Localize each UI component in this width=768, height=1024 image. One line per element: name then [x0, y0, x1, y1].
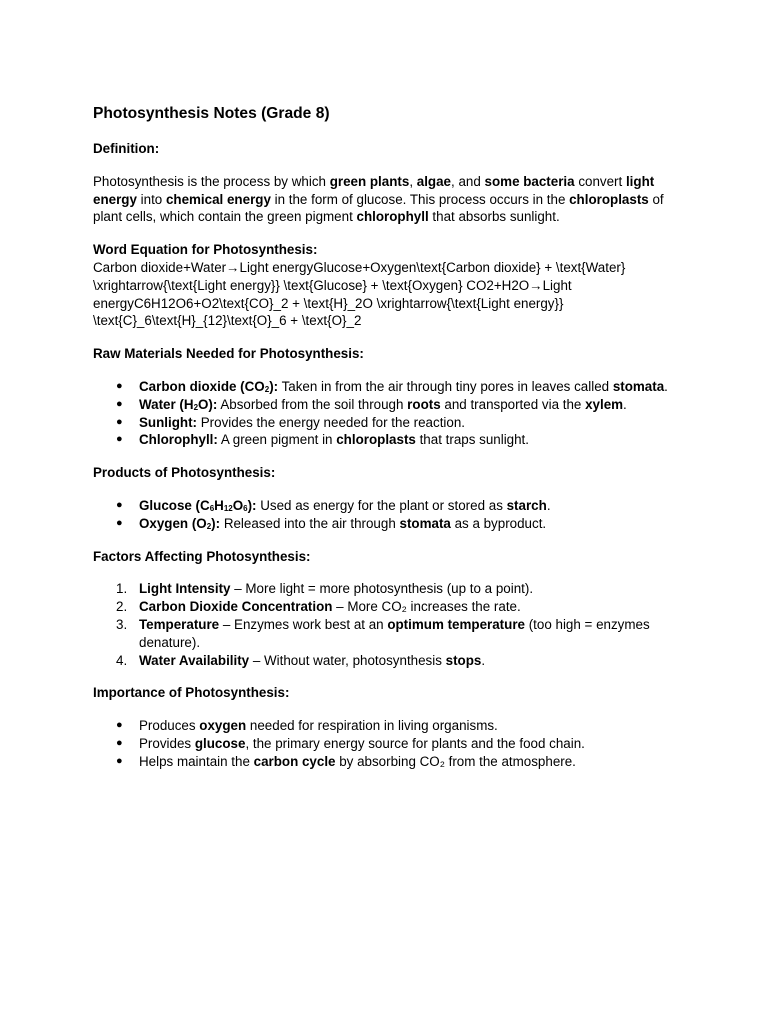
subscript: 12 — [223, 503, 233, 513]
text-run: in the form of glucose. This process occurs in the — [270, 191, 570, 207]
text-run: , and — [451, 173, 485, 189]
bold-run: O): — [198, 396, 218, 412]
text-run: of plant cells, which contain the green pigment — [93, 191, 664, 225]
text-run: . — [664, 378, 668, 394]
bold-run: oxygen — [199, 718, 247, 734]
text-run: Absorbed from the soil through — [217, 396, 408, 412]
list-item — [116, 497, 668, 515]
list-item — [116, 652, 668, 670]
text-run: Photosynthesis is the process by which — [93, 173, 330, 189]
bold-run: light energy — [93, 173, 655, 207]
bold-run: Chlorophyll: — [139, 432, 218, 448]
bullet-icon: ● — [116, 719, 123, 732]
word-equation-text: Carbon dioxide+Water→Light energyGlucose+Oxygen\text{Carbon dioxide} + \text{Water} \xrightarrow{\text{Light energy}} \text{Glucose} + \text{Oxygen} CO2+H2O→Light energyC6H12O6+O2\text{CO}_2 + \text{H}_2O \xrightarrow{\text{Light energy}} \text{C}_6\text{H}_{12}\text{O}_6 + \text{O}_2 — [93, 259, 626, 329]
bold-run: Water Availability — [139, 652, 250, 668]
text-run: , — [409, 173, 417, 189]
list-item — [116, 598, 668, 616]
bold-run: stomata — [399, 515, 451, 531]
text-run: – More light = more photosynthesis (up to a point). — [230, 581, 534, 597]
bold-run: stomata — [612, 378, 665, 394]
list-item — [116, 431, 668, 449]
bold-run: chlorophyll — [356, 209, 429, 225]
list-item — [116, 414, 668, 432]
list-item — [116, 580, 668, 598]
text-run: as a byproduct. — [450, 515, 547, 531]
text-run: by absorbing CO₂ from the atmosphere. — [335, 753, 576, 769]
text-run: that traps sunlight. — [415, 432, 529, 448]
subscript: 2 — [264, 384, 270, 394]
list-item — [116, 735, 668, 753]
text-run: . — [623, 396, 627, 412]
subscript: 2 — [193, 402, 199, 412]
products-heading: Products of Photosynthesis: — [93, 465, 276, 481]
factors-heading: Factors Affecting Photosynthesis: — [93, 548, 311, 564]
bold-run: O — [232, 497, 244, 513]
text-run: convert — [574, 173, 626, 189]
bullet-icon: ● — [116, 754, 123, 767]
text-run: into — [136, 191, 166, 207]
definition-paragraph — [93, 173, 668, 226]
bold-run: chloroplasts — [569, 191, 649, 207]
text-run: Used as energy for the plant or stored as — [256, 497, 507, 513]
bold-run: roots — [407, 396, 441, 412]
bullet-icon: ● — [116, 433, 123, 446]
bold-run: stops — [445, 652, 482, 668]
text-run: that absorbs sunlight. — [428, 209, 560, 225]
bold-run: Carbon dioxide (CO — [139, 378, 265, 394]
list-item — [116, 378, 668, 396]
list-number: 2. — [116, 599, 128, 615]
text-run: A green pigment in — [217, 432, 337, 448]
bold-run: glucose — [194, 735, 246, 751]
factors-list — [93, 580, 668, 669]
text-run: – More CO₂ increases the rate. — [332, 599, 521, 615]
bold-run: green plants — [329, 173, 410, 189]
bold-run: chloroplasts — [336, 432, 416, 448]
definition-heading: Definition: — [93, 141, 160, 156]
raw-materials-heading: Raw Materials Needed for Photosynthesis: — [93, 346, 364, 362]
bullet-icon: ● — [116, 415, 123, 428]
bold-run: ): — [269, 378, 279, 394]
bullet-icon: ● — [116, 498, 123, 511]
bold-run: Sunlight: — [139, 414, 198, 430]
bold-run: xylem — [585, 396, 624, 412]
raw-materials-list — [93, 378, 668, 449]
text-run: and transported via the — [440, 396, 586, 412]
bold-run: algae — [416, 173, 452, 189]
list-item — [116, 616, 668, 652]
text-run: Produces — [139, 718, 200, 734]
text-run: Released into the air through — [220, 515, 400, 531]
text-run: – Without water, photosynthesis — [249, 652, 446, 668]
importance-heading: Importance of Photosynthesis: — [93, 685, 290, 701]
text-run: . — [481, 652, 486, 668]
text-run: , the primary energy source for plants and the food chain. — [245, 735, 585, 751]
bold-run: ): — [247, 497, 257, 513]
text-run: Provides — [139, 735, 195, 751]
products-list — [93, 497, 668, 533]
document-title: Photosynthesis Notes (Grade 8) — [93, 105, 330, 122]
text-run: Taken in from the air through tiny pores in leaves called — [278, 378, 613, 394]
list-item — [116, 515, 668, 533]
text-run: needed for respiration in living organisms. — [246, 718, 498, 734]
list-item — [116, 396, 668, 414]
list-number: 1. — [116, 581, 128, 597]
importance-list — [93, 717, 668, 770]
bold-run: carbon cycle — [253, 753, 336, 769]
bold-run: chemical energy — [165, 191, 271, 207]
bold-run: Temperature — [139, 616, 220, 632]
bullet-icon: ● — [116, 736, 123, 749]
bold-run: starch — [506, 497, 547, 513]
text-run: Helps maintain the — [139, 753, 254, 769]
bullet-icon: ● — [116, 397, 123, 410]
list-number: 3. — [116, 616, 128, 632]
text-run: . — [546, 497, 551, 513]
word-equation-heading: Word Equation for Photosynthesis: — [93, 242, 318, 258]
bold-run: some bacteria — [484, 173, 575, 189]
text-run: – Enzymes work best at an — [219, 616, 388, 632]
bold-run: Oxygen (O — [139, 515, 207, 531]
bullet-icon: ● — [116, 516, 123, 529]
bold-run: Light Intensity — [139, 581, 231, 597]
subscript: 2 — [206, 521, 212, 531]
bold-run: optimum temperature — [387, 616, 525, 632]
bullet-icon: ● — [116, 379, 123, 392]
bold-run: Carbon Dioxide Concentration — [139, 599, 333, 615]
bold-run: ): — [211, 515, 221, 531]
bold-run: Water (H — [139, 396, 194, 412]
list-number: 4. — [116, 652, 128, 668]
bold-run: H — [214, 497, 224, 513]
subscript: 6 — [243, 503, 248, 513]
subscript: 6 — [209, 503, 215, 513]
list-item — [116, 717, 668, 735]
text-run: Provides the energy needed for the reaction. — [197, 414, 465, 430]
text-run: (too high = enzymes denature). — [139, 616, 650, 650]
bold-run: Glucose (C — [139, 497, 210, 513]
list-item — [116, 753, 668, 771]
